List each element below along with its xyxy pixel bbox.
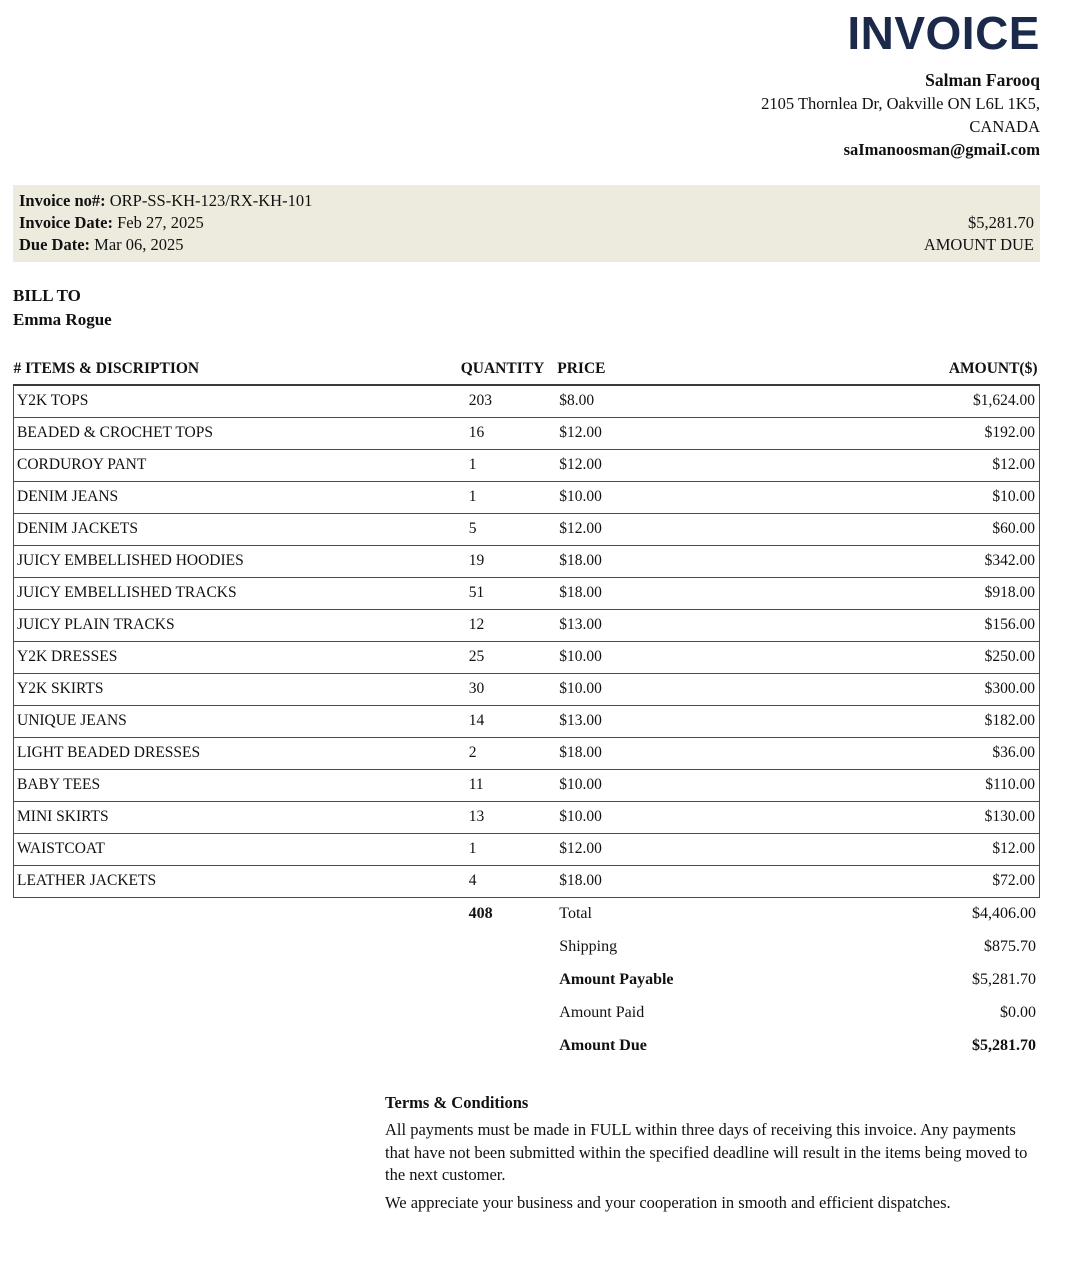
cell-item: Y2K DRESSES: [14, 642, 457, 674]
due-date-value: Mar 06, 2025: [94, 235, 184, 254]
cell-price: $18.00: [557, 738, 752, 770]
cell-price: $10.00: [557, 674, 752, 706]
table-row: [14, 482, 1040, 514]
cell-quantity: 5: [457, 514, 558, 546]
totals-label: Total: [559, 905, 592, 922]
cell-item: LEATHER JACKETS: [14, 866, 457, 898]
cell-price: $12.00: [557, 418, 752, 450]
table-row: [14, 610, 1040, 642]
cell-amount: $918.00: [752, 578, 1039, 610]
invoice-number-line: [19, 190, 312, 212]
table-row: [14, 674, 1040, 706]
totals-value: $875.70: [984, 938, 1036, 955]
totals-label: Shipping: [559, 938, 618, 955]
cell-quantity: 19: [457, 546, 558, 578]
table-row: [14, 514, 1040, 546]
terms-paragraph: We appreciate your business and your cooperation in smooth and efficient dispatches.: [385, 1192, 951, 1212]
totals-quantity: [457, 931, 558, 964]
items-body: [14, 385, 1040, 898]
totals-quantity: 408: [468, 905, 493, 922]
totals-quantity: [457, 1030, 558, 1063]
items-table-header: [14, 358, 1040, 385]
column-header-items: # ITEMS & DISCRIPTION: [14, 358, 457, 385]
cell-quantity: 4: [457, 866, 558, 898]
cell-quantity: 1: [457, 482, 558, 514]
terms-section: [385, 1093, 1037, 1214]
totals-value: $5,281.70: [972, 1037, 1036, 1054]
cell-amount: $10.00: [752, 482, 1039, 514]
terms-paragraph: All payments must be made in FULL within three days of receiving this invoice. Any payments that have not been submitted within the specified deadline will result in the items being moved to the next customer.: [385, 1120, 1028, 1184]
table-row: [14, 802, 1040, 834]
invoice-meta-left: [19, 190, 312, 256]
cell-price: $12.00: [557, 834, 752, 866]
totals-spacer: [13, 964, 457, 997]
cell-price: $8.00: [557, 385, 752, 418]
sender-name: Salman Farooq: [925, 70, 1040, 90]
cell-item: UNIQUE JEANS: [14, 706, 457, 738]
table-row: [14, 450, 1040, 482]
items-table: [13, 358, 1040, 898]
cell-price: $10.00: [557, 642, 752, 674]
cell-item: Y2K SKIRTS: [14, 674, 457, 706]
cell-price: $18.00: [557, 578, 752, 610]
totals-value: $4,406.00: [972, 905, 1036, 922]
cell-price: $12.00: [557, 450, 752, 482]
totals-label: Amount Paid: [559, 1004, 645, 1021]
table-row: [14, 385, 1040, 418]
cell-amount: $156.00: [752, 610, 1039, 642]
cell-amount: $60.00: [752, 514, 1039, 546]
invoice-date-label: Invoice Date:: [19, 213, 113, 232]
invoice-date-value: Feb 27, 2025: [117, 213, 204, 232]
table-row: [14, 738, 1040, 770]
cell-quantity: 51: [457, 578, 558, 610]
bill-to-label: BILL TO: [13, 286, 81, 305]
table-row: [14, 770, 1040, 802]
column-header-amount: AMOUNT($): [752, 358, 1039, 385]
cell-price: $12.00: [557, 514, 752, 546]
amount-due-value: $5,281.70: [968, 213, 1034, 232]
sender-address-line1: 2105 Thornlea Dr, Oakville ON L6L 1K5,: [761, 94, 1040, 113]
invoice-number-value: ORP-SS-KH-123/RX-KH-101: [109, 191, 313, 210]
table-row: [14, 834, 1040, 866]
totals-quantity: [457, 964, 558, 997]
cell-amount: $36.00: [752, 738, 1039, 770]
totals-table: [13, 898, 1040, 1063]
cell-item: DENIM JACKETS: [14, 514, 457, 546]
cell-item: LIGHT BEADED DRESSES: [14, 738, 457, 770]
cell-item: WAISTCOAT: [14, 834, 457, 866]
invoice-meta-right: [924, 212, 1034, 256]
sender-email: saImanoosman@gmaiI.com: [843, 140, 1040, 159]
totals-row: [13, 1030, 1040, 1063]
due-date-line: [19, 234, 312, 256]
cell-amount: $72.00: [752, 866, 1039, 898]
bill-to-name: Emma Rogue: [13, 310, 112, 329]
cell-quantity: 2: [457, 738, 558, 770]
cell-amount: $182.00: [752, 706, 1039, 738]
table-row: [14, 418, 1040, 450]
totals-spacer: [13, 1030, 457, 1063]
table-row: [14, 546, 1040, 578]
totals-value: $0.00: [1000, 1004, 1036, 1021]
totals-spacer: [13, 931, 457, 964]
cell-quantity: 11: [457, 770, 558, 802]
cell-amount: $110.00: [752, 770, 1039, 802]
totals-quantity: [457, 997, 558, 1030]
invoice-number-label: Invoice no#:: [19, 191, 106, 210]
cell-quantity: 14: [457, 706, 558, 738]
cell-item: JUICY PLAIN TRACKS: [14, 610, 457, 642]
table-row: [14, 578, 1040, 610]
table-row: [14, 642, 1040, 674]
totals-row: [13, 964, 1040, 997]
totals-row: [13, 931, 1040, 964]
cell-quantity: 12: [457, 610, 558, 642]
totals-row: [13, 997, 1040, 1030]
cell-item: JUICY EMBELLISHED HOODIES: [14, 546, 457, 578]
cell-quantity: 30: [457, 674, 558, 706]
cell-item: BEADED & CROCHET TOPS: [14, 418, 457, 450]
totals-spacer: [13, 997, 457, 1030]
due-date-label: Due Date:: [19, 235, 91, 254]
cell-quantity: 1: [457, 834, 558, 866]
totals-label: Amount Payable: [559, 971, 674, 988]
header: [13, 6, 1040, 161]
cell-amount: $300.00: [752, 674, 1039, 706]
sender-address-line2: CANADA: [969, 117, 1040, 136]
terms-title: Terms & Conditions: [385, 1093, 529, 1112]
totals-row: [13, 898, 1040, 931]
invoice-date-line: [19, 212, 312, 234]
cell-item: BABY TEES: [14, 770, 457, 802]
cell-item: CORDUROY PANT: [14, 450, 457, 482]
cell-item: MINI SKIRTS: [14, 802, 457, 834]
cell-quantity: 13: [457, 802, 558, 834]
column-header-price: PRICE: [557, 358, 752, 385]
cell-amount: $130.00: [752, 802, 1039, 834]
cell-quantity: 203: [457, 385, 558, 418]
totals-spacer: [13, 898, 457, 931]
cell-amount: $12.00: [752, 450, 1039, 482]
cell-price: $13.00: [557, 706, 752, 738]
cell-price: $18.00: [557, 866, 752, 898]
invoice-title: INVOICE: [847, 7, 1040, 59]
cell-quantity: 1: [457, 450, 558, 482]
terms-paragraphs: [385, 1119, 1037, 1214]
cell-quantity: 16: [457, 418, 558, 450]
cell-price: $18.00: [557, 546, 752, 578]
cell-item: Y2K TOPS: [14, 385, 457, 418]
cell-amount: $1,624.00: [752, 385, 1039, 418]
amount-due-label: AMOUNT DUE: [923, 235, 1034, 254]
cell-item: DENIM JEANS: [14, 482, 457, 514]
cell-amount: $12.00: [752, 834, 1039, 866]
table-row: [14, 866, 1040, 898]
bill-to-block: [13, 284, 1040, 332]
cell-price: $10.00: [557, 802, 752, 834]
cell-price: $10.00: [557, 770, 752, 802]
totals-body: [13, 898, 1040, 1063]
cell-amount: $342.00: [752, 546, 1039, 578]
totals-label: Amount Due: [559, 1037, 647, 1054]
sender-block: [13, 69, 1040, 161]
cell-price: $10.00: [557, 482, 752, 514]
invoice-meta-bar: [13, 185, 1040, 262]
table-row: [14, 706, 1040, 738]
column-header-quantity: QUANTITY: [457, 358, 558, 385]
totals-value: $5,281.70: [972, 971, 1036, 988]
cell-item: JUICY EMBELLISHED TRACKS: [14, 578, 457, 610]
cell-price: $13.00: [557, 610, 752, 642]
cell-amount: $250.00: [752, 642, 1039, 674]
cell-amount: $192.00: [752, 418, 1039, 450]
cell-quantity: 25: [457, 642, 558, 674]
